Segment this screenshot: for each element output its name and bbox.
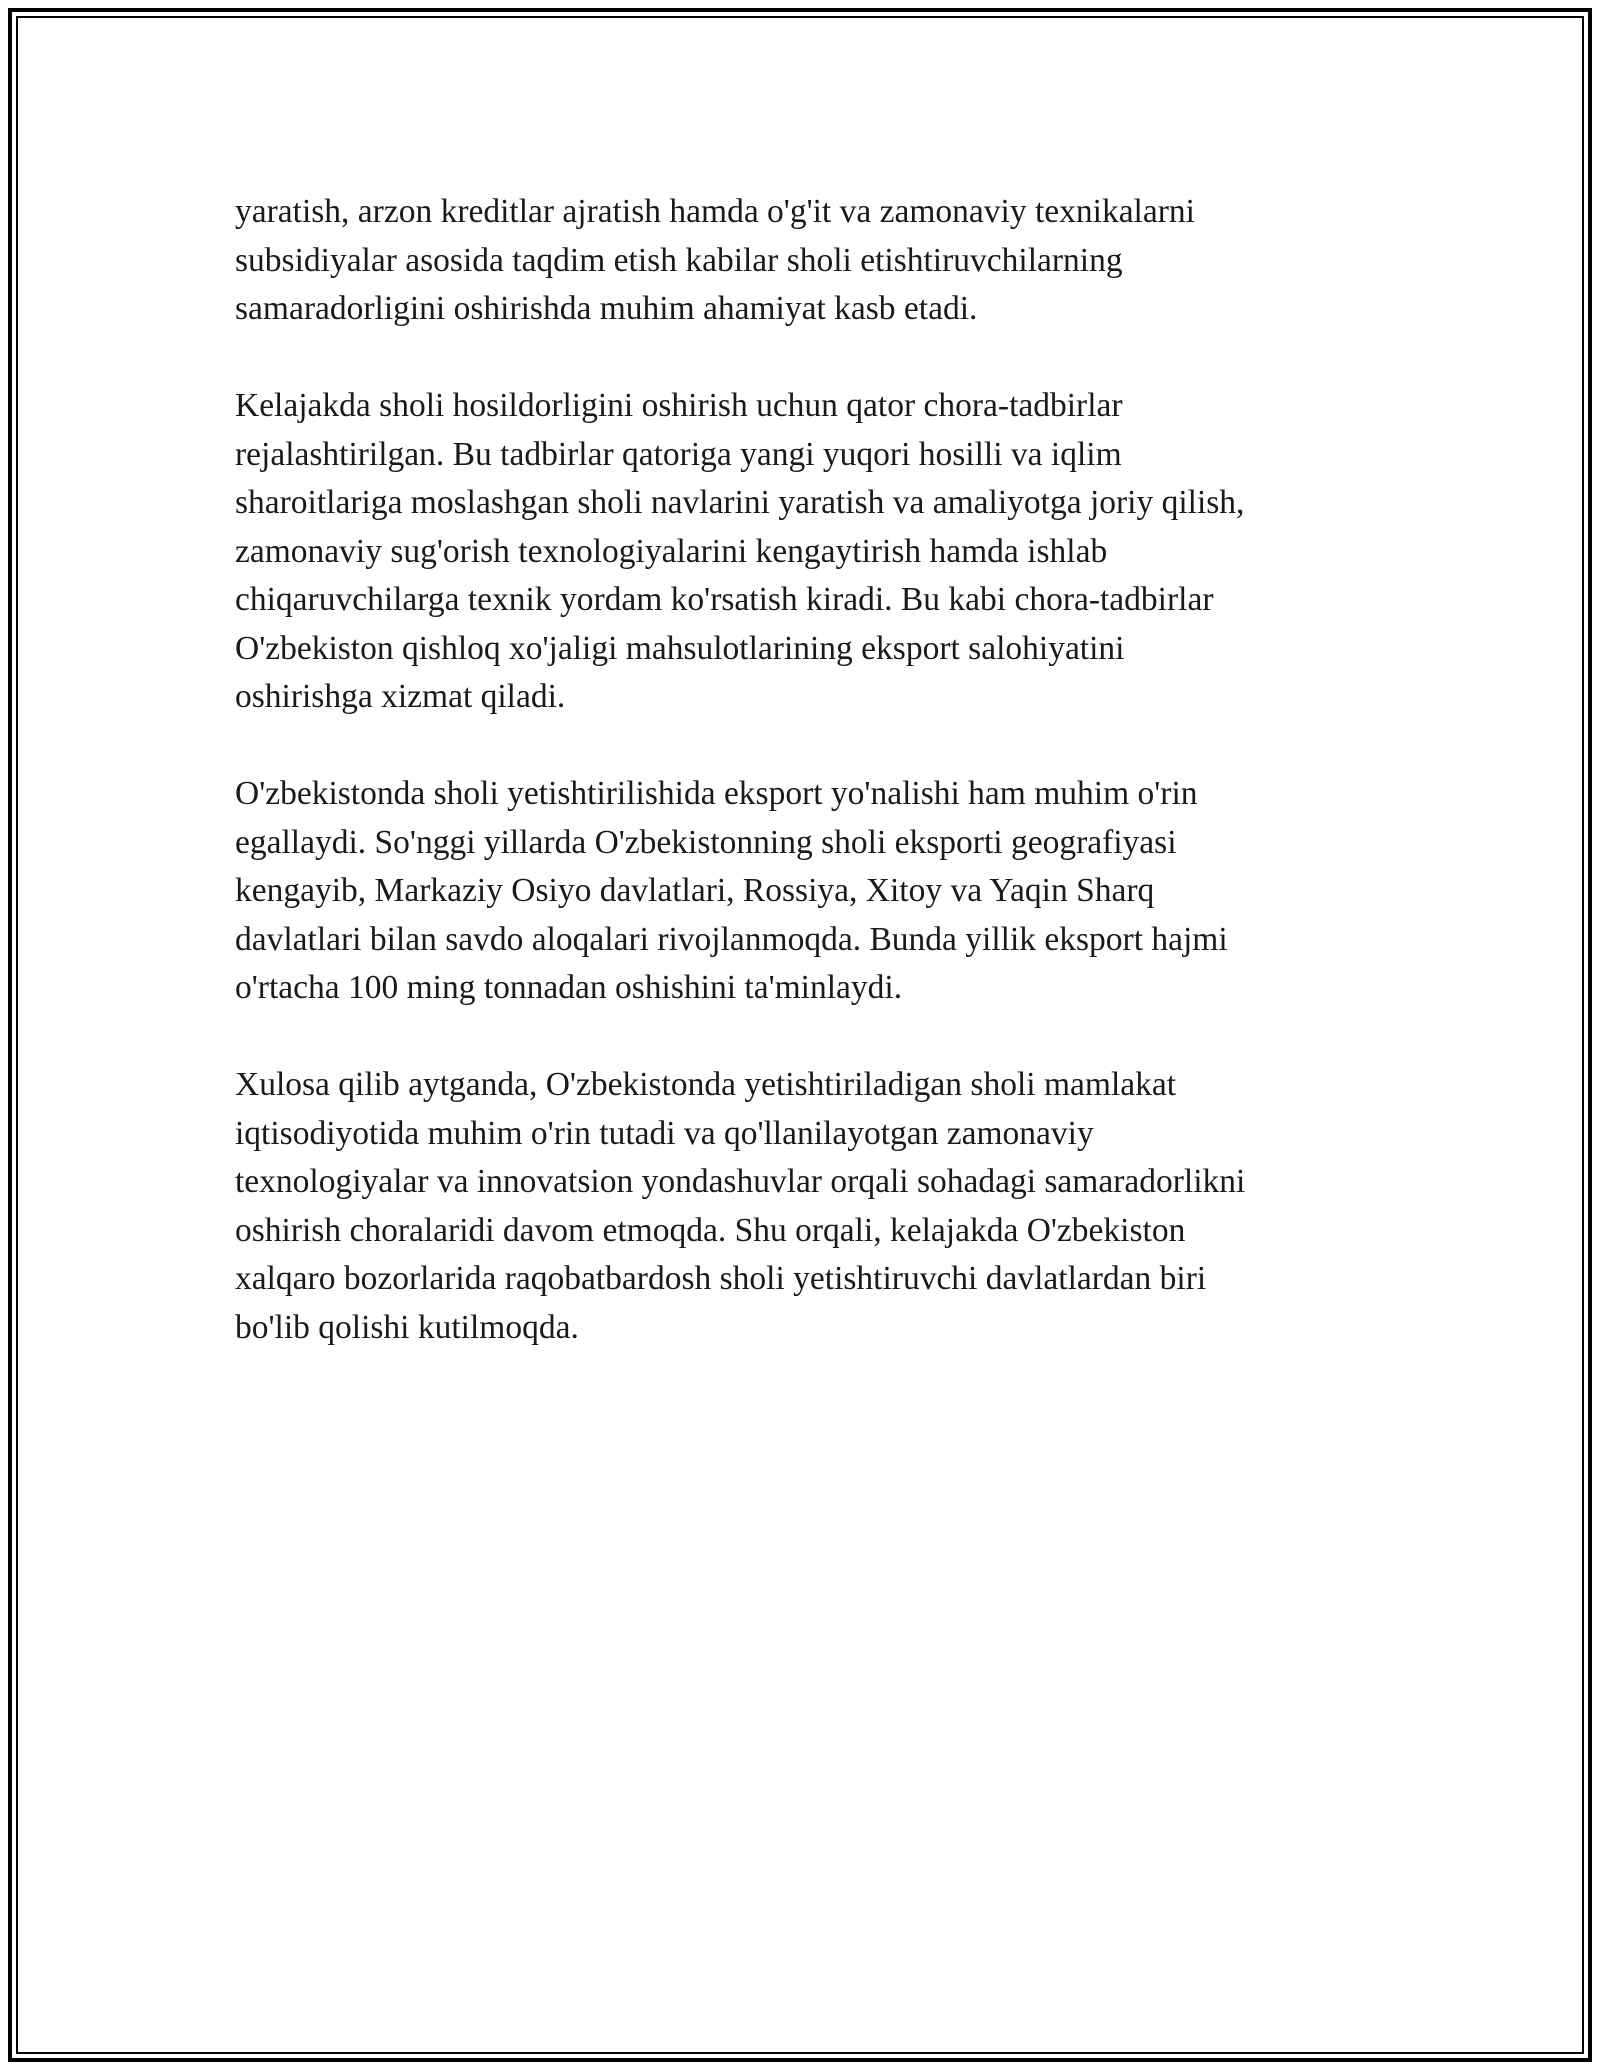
paragraph-3: O'zbekistonda sholi yetishtirilishida eksport yo'nalishi ham muhim o'rin egallaydi. So'nggi yillarda O'zbekistonning sholi eksporti geografiyasi kengayib, Markaziy Osiyo davlatlari, Rossiya, Xitoy va Yaqin Sharq davlatlari bilan savdo aloqalari rivojlanmoqda. Bunda yillik eksport hajmi o'rtacha 100 ming tonnadan oshishini ta'minlaydi. <box>235 775 1228 1006</box>
paragraph-4: Xulosa qilib aytganda, O'zbekistonda yetishtiriladigan sholi mamlakat iqtisodiyotida muhim o'rin tutadi va qo'llanilayotgan zamonaviy texnologiyalar va innovatsion yondashuvlar orqali sohadagi samaradorlikni oshirish choralaridi davom etmoqda. Shu orqali, kelajakda O'zbekiston xalqaro bozorlarida raqobatbardosh sholi yetishtiruvchi davlatlardan biri bo'lib qolishi kutilmoqda. <box>235 1066 1246 1346</box>
paragraph-1: yaratish, arzon kreditlar ajratish hamda o'g'it va zamonaviy texnikalarni subsidiyalar asosida taqdim etish kabilar sholi etishtiruvchilarning samaradorligini oshirishda muhim ahamiyat kasb etadi. <box>235 193 1195 327</box>
paragraph-2: Kelajakda sholi hosildorligini oshirish uchun qator chora-tadbirlar rejalashtirilgan. Bu tadbirlar qatoriga yangi yuqori hosilli va iqlim sharoitlariga moslashgan sholi navlarini yaratish va amaliyotga joriy qilish, zamonaviy sug'orish texnologiyalarini kengaytirish hamda ishlab chiqaruvchilarga texnik yordam ko'rsatish kiradi. Bu kabi chora-tadbirlar O'zbekiston qishloq xo'jaligi mahsulotlarining eksport salohiyatini oshirishga xizmat qiladi. <box>235 387 1245 715</box>
document-body <box>235 188 1365 1401</box>
